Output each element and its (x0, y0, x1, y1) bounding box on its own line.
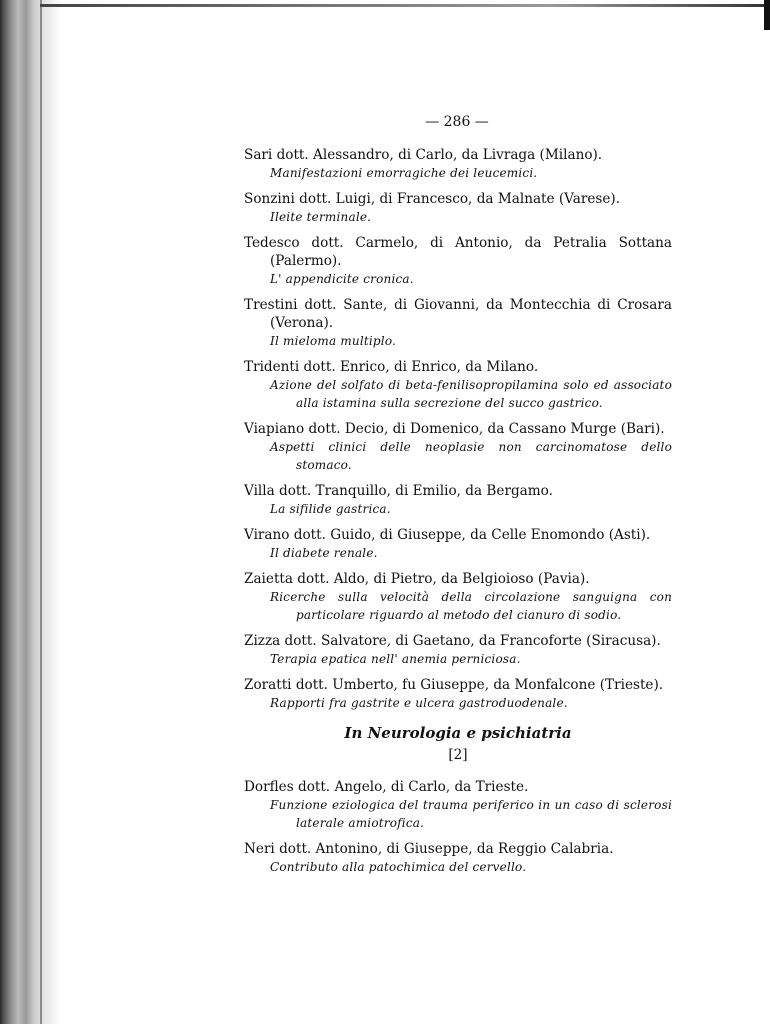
list-item (244, 632, 672, 668)
entry-author: Neri dott. Antonino, di Giuseppe, da Reggio Calabria. (244, 841, 614, 857)
entry-thesis-title: Aspetti clinici delle neoplasie non carcinomatose dello stomaco. (270, 440, 672, 472)
list-item (244, 482, 672, 518)
entry-thesis-title: Il diabete renale. (270, 546, 378, 560)
entry-thesis-title: Ileite terminale. (270, 210, 372, 224)
list-item (244, 234, 672, 288)
entry-author: Tedesco dott. Carmelo, di Antonio, da Petralia Sottana (Palermo). (244, 235, 672, 269)
entry-thesis-title: Contributo alla patochimica del cervello. (270, 860, 527, 874)
entry-thesis-title: La sifilide gastrica. (270, 502, 391, 516)
entry-thesis-title: Manifestazioni emorragiche dei leucemici. (270, 166, 538, 180)
entry-thesis-title: Funzione eziologica del trauma periferico in un caso di sclerosi laterale amiotrofica. (270, 798, 672, 830)
entry-thesis-title: Terapia epatica nell' anemia perniciosa. (270, 652, 521, 666)
section-entries-list (244, 778, 672, 884)
list-item (244, 190, 672, 226)
list-item (244, 570, 672, 624)
entry-author: Viapiano dott. Decio, di Domenico, da Cassano Murge (Bari). (244, 421, 665, 437)
list-item (244, 778, 672, 832)
entry-author: Trestini dott. Sante, di Giovanni, da Montecchia di Crosara (Verona). (244, 297, 672, 331)
section-heading: In Neurologia e psichiatria (344, 724, 572, 742)
list-item (244, 420, 672, 474)
entry-author: Sari dott. Alessandro, di Carlo, da Livraga (Milano). (244, 147, 603, 163)
list-item (244, 676, 672, 712)
list-item (244, 526, 672, 562)
entry-author: Zaietta dott. Aldo, di Pietro, da Belgioioso (Pavia). (244, 571, 590, 587)
entry-thesis-title: Il mieloma multiplo. (270, 334, 397, 348)
page-number: — 286 — (425, 114, 489, 130)
entry-thesis-title: Azione del solfato di beta-fenilisopropilamina solo ed associato alla istamina sulla secrezione del succo gastrico. (270, 378, 672, 410)
scan-top-edge (40, 4, 770, 7)
entry-thesis-title: Ricerche sulla velocità della circolazione sanguigna con particolare riguardo al metodo del cianuro di sodio. (270, 590, 672, 622)
entry-author: Tridenti dott. Enrico, di Enrico, da Milano. (244, 359, 539, 375)
entry-author: Zizza dott. Salvatore, di Gaetano, da Francoforte (Siracusa). (244, 633, 661, 649)
list-item (244, 358, 672, 412)
entries-list (244, 146, 672, 720)
scan-corner (764, 0, 770, 30)
entry-author: Virano dott. Guido, di Giuseppe, da Celle Enomondo (Asti). (244, 527, 651, 543)
section-count: [2] (448, 747, 468, 763)
book-binding-shadow (0, 0, 62, 1024)
entry-author: Zoratti dott. Umberto, fu Giuseppe, da Monfalcone (Trieste). (244, 677, 664, 693)
section-header (244, 722, 672, 766)
list-item (244, 146, 672, 182)
entry-thesis-title: L' appendicite cronica. (270, 272, 414, 286)
list-item (244, 296, 672, 350)
entry-author: Sonzini dott. Luigi, di Francesco, da Malnate (Varese). (244, 191, 621, 207)
list-item (244, 840, 672, 876)
entry-thesis-title: Rapporti fra gastrite e ulcera gastroduodenale. (270, 696, 568, 710)
entry-author: Villa dott. Tranquillo, di Emilio, da Bergamo. (244, 483, 553, 499)
entry-author: Dorfles dott. Angelo, di Carlo, da Trieste. (244, 779, 529, 795)
